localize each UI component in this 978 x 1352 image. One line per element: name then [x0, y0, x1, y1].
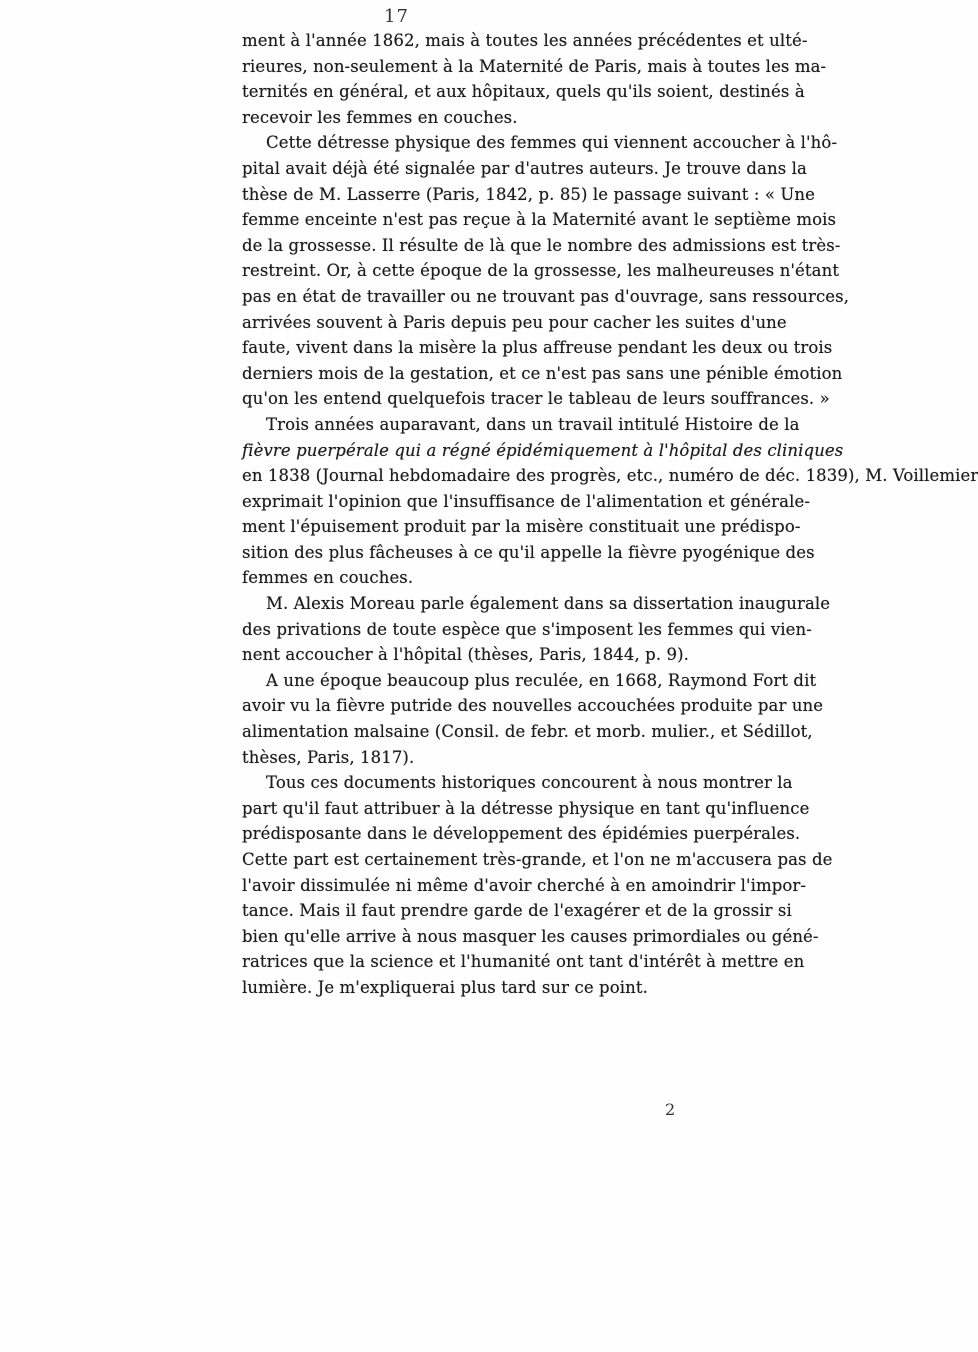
text-line: nent accoucher à l'hôpital (thèses, Paris, 1844, p. 9).	[242, 645, 690, 665]
body-text	[242, 28, 978, 1001]
text-line: ment l'épuisement produit par la misère constituait une prédispo-	[242, 517, 801, 537]
text-line: avoir vu la fièvre putride des nouvelles accouchées produite par une	[242, 696, 824, 716]
text-line: Cette détresse physique des femmes qui viennent accoucher à l'hô-	[266, 133, 838, 153]
text-line: femmes en couches.	[242, 568, 414, 588]
text-line: en 1838 (Journal hebdomadaire des progrès, etc., numéro de déc. 1839), M. Voillemier	[242, 466, 978, 486]
text-line: A une époque beaucoup plus reculée, en 1668, Raymond Fort dit	[266, 670, 817, 690]
text-line: ternités en général, et aux hôpitaux, quels qu'ils soient, destinés à	[242, 82, 805, 102]
text-line: Cette part est certainement très-grande, et l'on ne m'accusera pas de	[242, 850, 833, 869]
text-line: derniers mois de la gestation, et ce n'est pas sans une pénible émotion	[242, 363, 843, 383]
page-number: 17	[384, 6, 409, 27]
text-line: sition des plus fâcheuses à ce qu'il appelle la fièvre pyogénique des	[242, 542, 815, 562]
text-line: prédisposante dans le développement des épidémies puerpérales.	[242, 824, 801, 844]
text-line: recevoir les femmes en couches.	[242, 107, 518, 127]
text-line: thèses, Paris, 1817).	[242, 747, 415, 767]
text-line: femme enceinte n'est pas reçue à la Maternité avant le septième mois	[242, 210, 837, 230]
text-line: faute, vivent dans la misère la plus affreuse pendant les deux ou trois	[242, 338, 833, 358]
text-line: alimentation malsaine (Consil. de febr. et morb. mulier., et Sédillot,	[242, 722, 813, 742]
text-line: pas en état de travailler ou ne trouvant pas d'ouvrage, sans ressources,	[242, 286, 850, 306]
text-line: des privations de toute espèce que s'imposent les femmes qui vien-	[242, 619, 812, 639]
text-line: arrivées souvent à Paris depuis peu pour cacher les suites d'une	[242, 312, 787, 332]
text-line: lumière. Je m'expliquerai plus tard sur ce point.	[242, 977, 648, 997]
text-line: l'avoir dissimulée ni même d'avoir cherché à en amoindrir l'impor-	[242, 875, 807, 895]
text-line: Trois années auparavant, dans un travail intitulé Histoire de la	[266, 414, 800, 434]
text-line: ment à l'année 1862, mais à toutes les années précédentes et ulté-	[242, 31, 808, 50]
text-line: exprimait l'opinion que l'insuffisance de l'alimentation et générale-	[242, 491, 811, 511]
text-line: thèse de M. Lasserre (Paris, 1842, p. 85) le passage suivant : « Une	[242, 184, 816, 204]
text-line: part qu'il faut attribuer à la détresse physique en tant qu'influence	[242, 798, 810, 818]
text-line: bien qu'elle arrive à nous masquer les causes primordiales ou géné-	[242, 926, 819, 946]
text-line: fièvre puerpérale qui a régné épidémiquement à l'hôpital des cliniques	[242, 440, 844, 460]
text-line: pital avait déjà été signalée par d'autres auteurs. Je trouve dans la	[242, 158, 807, 178]
text-line: M. Alexis Moreau parle également dans sa dissertation inaugurale	[266, 594, 831, 614]
text-line: restreint. Or, à cette époque de la grossesse, les malheureuses n'étant	[242, 261, 840, 281]
text-line: Tous ces documents historiques concourent à nous montrer la	[266, 773, 793, 793]
text-line: tance. Mais il faut prendre garde de l'exagérer et de la grossir si	[242, 901, 792, 921]
signature-mark: 2	[665, 1100, 676, 1119]
text-line: qu'on les entend quelquefois tracer le tableau de leurs souffrances. »	[242, 389, 830, 409]
text-line: ratrices que la science et l'humanité ont tant d'intérêt à mettre en	[242, 952, 805, 972]
text-line: rieures, non-seulement à la Maternité de Paris, mais à toutes les ma-	[242, 56, 827, 76]
text-line: de la grossesse. Il résulte de là que le nombre des admissions est très-	[242, 235, 841, 255]
